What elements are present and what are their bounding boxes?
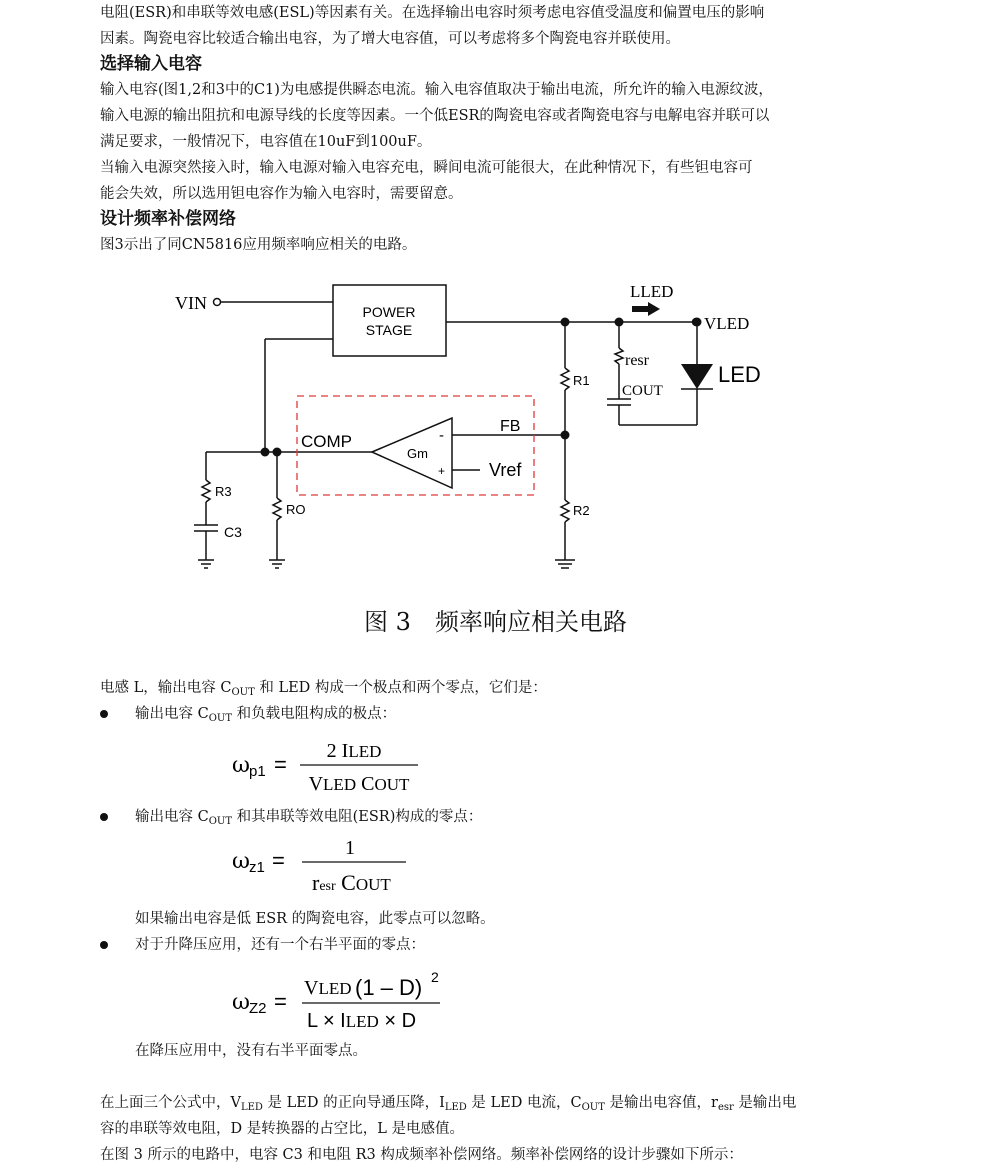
- svg-text:resr COUT: resr COUT: [312, 870, 391, 895]
- current-arrow-icon: [632, 302, 660, 316]
- frequency-response-circuit: [170, 272, 795, 597]
- svg-text:p1: p1: [249, 763, 266, 780]
- paragraph-line: 电阻(ESR)和串联等效电感(ESL)等因素有关。在选择输出电容时须考虑电容值受温度和偏置电压的影响: [100, 5, 765, 21]
- bullet-dot: [100, 941, 108, 949]
- bullet-item: 输出电容 $C_{OUT}$ 和其串联等效电阻(ESR)构成的零点：: [135, 809, 483, 827]
- cout-label: COUT: [622, 383, 663, 399]
- ro-label: RO: [286, 502, 306, 517]
- esr-note: 如果输出电容是低 ESR 的陶瓷电容，此零点可以忽略。: [135, 911, 495, 927]
- svg-text:L × ILED × D: L × ILED × D: [307, 1010, 417, 1032]
- summary-line: 在图 3 所示的电路中，电容 C3 和电阻 R3 构成频率补偿网络。频率补偿网络的设计步骤如下所示：: [100, 1147, 743, 1163]
- bullet-dot: [100, 813, 108, 821]
- svg-text:ω: ω: [232, 990, 250, 1015]
- paragraph-line: 图3示出了同CN5816应用频率响应相关的电路。: [100, 237, 417, 253]
- paragraph-line: 输入电源的输出阻抗和电源导线的长度等因素。一个低ESR的陶瓷电容或者陶瓷电容与电解电容并联可以: [100, 108, 770, 124]
- vled-label: VLED: [704, 314, 750, 333]
- paragraph-line: 输入电容(图1,2和3中的C1)为电感提供瞬态电流。输入电容值取决于输出电流，所允许的输入电源纹波，: [100, 82, 773, 98]
- r1-label: R1: [573, 373, 590, 388]
- section-heading-input-capacitor: 选择输入电容: [100, 54, 202, 74]
- paragraph-line: 满足要求，一般情况下，电容值在10uF到100uF。: [100, 134, 432, 150]
- plus-sign: +: [438, 464, 446, 478]
- svg-text:2 ILED: 2 ILED: [326, 740, 382, 762]
- r2-label: R2: [573, 503, 590, 518]
- bullet-item: 输出电容 $C_{OUT}$ 和负载电阻构成的极点：: [135, 706, 397, 724]
- bullet-dot: [100, 710, 108, 718]
- paragraph-line: 当输入电源突然接入时，输入电源对输入电容充电，瞬间电流可能很大，在此种情况下，有些钽电容可: [100, 160, 753, 176]
- comp-label: COMP: [301, 432, 352, 451]
- summary-line: 容的串联等效电阻，D 是转换器的占空比，L 是电感值。: [100, 1121, 464, 1137]
- buck-note: 在降压应用中，没有右半平面零点。: [135, 1043, 367, 1059]
- equation-omega-p1: [232, 732, 432, 798]
- svg-text:=: =: [274, 989, 287, 1014]
- vref-label: Vref: [489, 460, 522, 480]
- figure-caption: 图 3 频率响应相关电路: [364, 608, 627, 636]
- minus-sign: -: [439, 427, 444, 444]
- svg-text:2: 2: [431, 969, 439, 985]
- svg-text:=: =: [274, 752, 287, 777]
- led-label: LED: [718, 362, 761, 387]
- svg-text:VLED: VLED: [304, 977, 352, 999]
- iled-label: LLED: [630, 282, 674, 301]
- svg-text:=: =: [272, 848, 285, 873]
- bullet-item: 对于升降压应用，还有一个右半平面的零点：: [135, 937, 425, 953]
- paragraph-line: 能会失效，所以选用钽电容作为输入电容时，需要留意。: [100, 186, 463, 202]
- svg-text:VLED COUT: VLED COUT: [308, 773, 410, 795]
- equation-omega-z1: [232, 832, 432, 902]
- svg-text:(1 – D): (1 – D): [355, 975, 423, 1000]
- svg-text:1: 1: [345, 837, 355, 859]
- fb-label: FB: [500, 418, 521, 435]
- svg-text:ω: ω: [232, 753, 250, 778]
- resr-label: resr: [625, 352, 649, 369]
- svg-text:z1: z1: [249, 859, 265, 876]
- section-heading-compensation: 设计频率补偿网络: [100, 209, 236, 229]
- paragraph-line: 因素。陶瓷电容比较适合输出电容，为了增大电容值，可以考虑将多个陶瓷电容并联使用。: [100, 31, 680, 47]
- led-diode-symbol: [681, 364, 713, 389]
- c3-label: C3: [224, 524, 242, 540]
- vin-label: VIN: [175, 293, 207, 313]
- summary-line: 在上面三个公式中，$V_{LED}$ 是 LED 的正向导通压降，$I_{LED}$ 是 LED 电流，$C_{OUT}$ 是输出电容值，$r_{esr}$ 是输出电: [100, 1095, 797, 1113]
- r3-label: R3: [215, 484, 232, 499]
- power-stage-label: STAGE: [365, 322, 413, 338]
- intro-line: 电感 L，输出电容 $C_{OUT}$ 和 LED 构成一个极点和两个零点，它们是：: [100, 680, 547, 698]
- svg-text:ω: ω: [232, 849, 250, 874]
- power-stage-label: POWER: [362, 304, 416, 320]
- equation-omega-z2: [232, 965, 462, 1035]
- svg-text:Z2: Z2: [249, 1000, 267, 1017]
- gm-label: Gm: [407, 446, 428, 461]
